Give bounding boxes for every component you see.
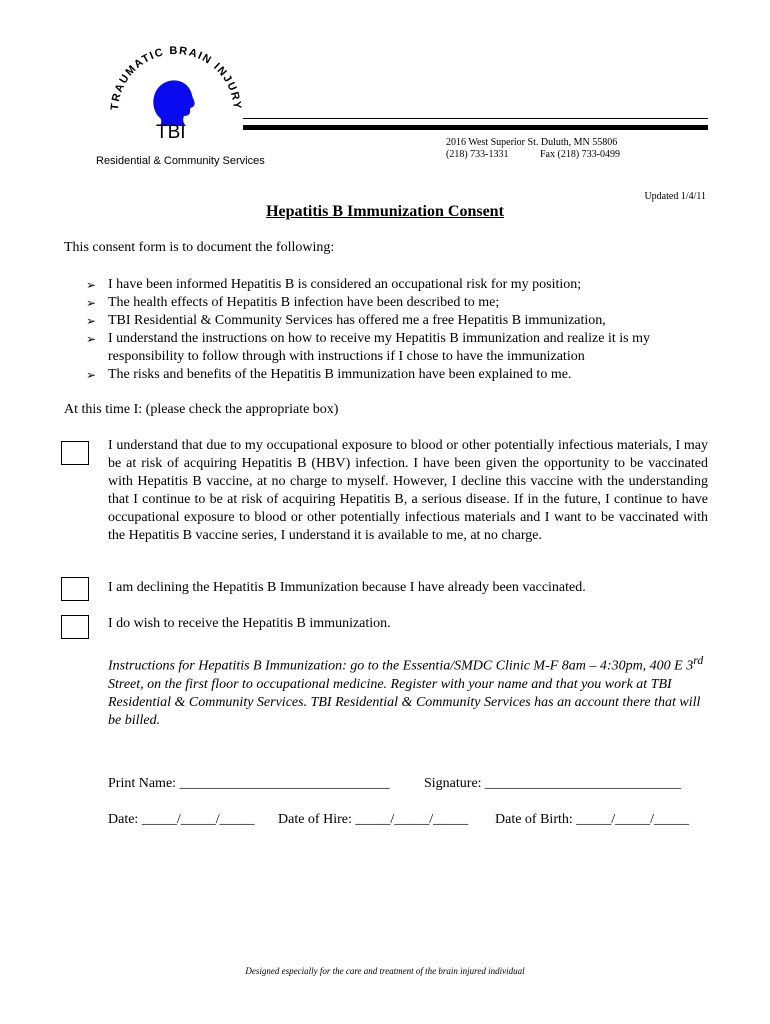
already-vaccinated-checkbox[interactable] xyxy=(61,577,89,601)
list-item-text: I understand the instructions on how to receive my Hepatitis B immunization and realize it is my responsibility to follow through with instructions if I chose to have the immunization xyxy=(108,331,650,364)
header-divider-thick xyxy=(243,125,708,130)
list-item xyxy=(86,294,726,312)
updated-date: Updated 1/4/11 xyxy=(644,191,706,202)
list-item-text: The health effects of Hepatitis B infection have been described to me; xyxy=(108,295,500,310)
list-item-text: TBI Residential & Community Services has offered me a free Hepatitis B immunization, xyxy=(108,313,606,328)
intro-text: This consent form is to document the following: xyxy=(64,240,335,255)
receive-vaccine-checkbox[interactable] xyxy=(61,615,89,639)
immunization-instructions xyxy=(108,652,708,730)
arrow-bullet-icon: ➢ xyxy=(86,314,97,328)
logo-label: TBI xyxy=(156,122,186,143)
page-title xyxy=(0,203,770,221)
instructions-text-part1: Instructions for Hepatitis B Immunization: go to the Essentia/SMDC Clinic M-F 8am – 4:30pm, 400 E 3 xyxy=(108,658,694,674)
date-of-birth-field[interactable]: Date of Birth: _____/_____/_____ xyxy=(495,812,690,827)
fax-number: Fax (218) 733-0499 xyxy=(540,149,620,160)
print-name-field[interactable]: Print Name: ______________________________ xyxy=(108,776,390,791)
instructions-text-part2: Street, on the first floor to occupational medicine. Register with your name and that you work at TBI Residential & Community Services. TBI Residential & Community Services has an account there that will be billed. xyxy=(108,676,701,728)
instructions-superscript: rd xyxy=(693,654,704,667)
page-title-text: Hepatitis B Immunization Consent xyxy=(266,203,504,220)
arrow-bullet-icon: ➢ xyxy=(86,278,97,292)
list-item-text: I have been informed Hepatitis B is considered an occupational risk for my position; xyxy=(108,277,582,292)
consent-points-list xyxy=(86,276,726,384)
list-item xyxy=(86,330,726,366)
list-item xyxy=(86,276,726,294)
receive-vaccine-text: I do wish to receive the Hepatitis B immunization. xyxy=(108,616,391,631)
date-of-hire-field[interactable]: Date of Hire: _____/_____/_____ xyxy=(278,812,469,827)
address-line: 2016 West Superior St. Duluth, MN 55806 xyxy=(446,137,618,148)
phone-number: (218) 733-1331 xyxy=(446,149,509,160)
svg-text:TRAUMATIC BRAIN INJURY: TRAUMATIC BRAIN INJURY xyxy=(108,44,244,111)
decline-vaccine-checkbox[interactable] xyxy=(61,441,89,465)
footer-tagline: Designed especially for the care and treatment of the brain injured individual xyxy=(245,966,525,976)
signature-field[interactable]: Signature: ____________________________ xyxy=(424,776,682,791)
arrow-bullet-icon: ➢ xyxy=(86,332,97,346)
list-item xyxy=(86,366,726,384)
date-field[interactable]: Date: _____/_____/_____ xyxy=(108,812,255,827)
list-item-text: The risks and benefits of the Hepatitis B immunization have been explained to me. xyxy=(108,367,572,382)
check-prompt: At this time I: (please check the appropriate box) xyxy=(64,402,339,417)
list-item xyxy=(86,312,726,330)
organization-subtitle: Residential & Community Services xyxy=(96,155,265,167)
arrow-bullet-icon: ➢ xyxy=(86,368,97,382)
arrow-bullet-icon: ➢ xyxy=(86,296,97,310)
header-divider-thin xyxy=(243,118,708,119)
decline-vaccine-text: I understand that due to my occupational exposure to blood or other potentially infectious materials, I may be at risk of acquiring Hepatitis B (HBV) infection. I have been given the opportunity to be vaccinated with Hepatitis B vaccine, at no charge to myself. However, I decline this vaccine with the understanding that I continue to be at risk of acquiring Hepatitis B, a serious disease. If in the future, I continue to have occupational exposure to blood or other potentially infectious materials and I want to be vaccinated with the Hepatitis B vaccine series, I understand it is available to me, at no charge. xyxy=(108,438,708,543)
already-vaccinated-text: I am declining the Hepatitis B Immunization because I have already been vaccinated. xyxy=(108,580,586,595)
